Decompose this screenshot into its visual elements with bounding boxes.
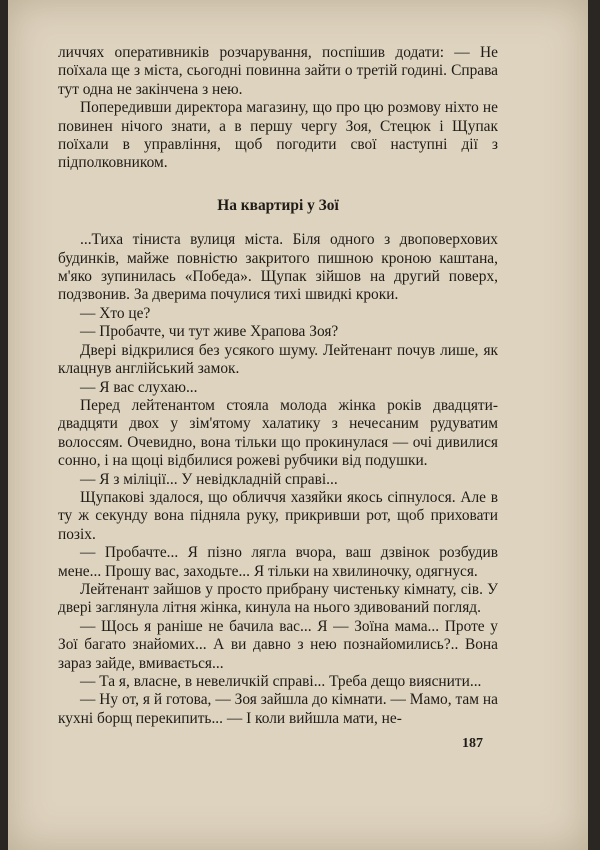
paragraph: Попередивши директора магазину, що про цю розмову ніхто не повинен нічого знати, а в першу чергу Зоя, Стецюк і Щупак поїхали в управління, щоб погодити свої наступні дії з підполковником. (58, 99, 498, 172)
paragraph: личчях оперативників розчарування, поспішив додати: — Не поїхала ще з міста, сьогодні повинна зайти о третій годині. Справа тут одна не закінчена з нею. (58, 44, 498, 98)
paragraph: — Пробачте... Я пізно лягла вчора, ваш дзвінок розбудив мене... Прошу вас, заходьте... Я тільки на хвилиночку, одягнуся. (58, 544, 498, 580)
paragraph: — Я з міліції... У невідкладній справі... (80, 470, 338, 488)
page-number: 187 (462, 736, 483, 751)
paragraph: Двері відкрилися без усякого шуму. Лейтенант почув лише, як клацнув англійський замок. (58, 341, 498, 378)
paragraph: Щупакові здалося, що обличчя хазяйки якось сіпнулося. Але в ту ж секунду вона підняла руку, прикривши рот, щоб приховати позіх. (58, 488, 498, 543)
paragraph: — Хто це? (80, 304, 151, 322)
paragraph: ...Тиха тіниста вулиця міста. Біля одного з двоповерхових будинків, майже повністю закритого пишною кроною каштана, м'яко зупинилась «Победа». Щупак зійшов на другий поверх, подзвонив. За дверима почулися тихі швидкі кроки. (58, 231, 498, 304)
paragraph: — Я вас слухаю... (80, 378, 198, 396)
paragraph: Лейтенант зайшов у просто прибрану чистеньку кімнату, сів. У двері заглянула літня жінка, кинула на нього здивований погляд. (58, 580, 498, 617)
section-heading: На квартирі у Зої (217, 196, 339, 214)
paragraph: — Пробачте, чи тут живе Храпова Зоя? (80, 323, 339, 341)
paragraph: — Щось я раніше не бачила вас... Я — Зоїна мама... Проте у Зої багато знайомих... А ви давно з нею познайомились?.. Вона зараз зайде, вмивається... (58, 617, 498, 672)
paragraph: — Та я, власне, в невеличкій справі... Треба дещо вияснити... (80, 673, 482, 690)
paragraph: Перед лейтенантом стояла молода жінка років двадцяти-двадцяти двох у зім'ятому халатику з нечесаним рудуватим волоссям. Очевидно, вона тільки що прокинулася — очі дивилися сонно, і на щоці відбилися рожеві рубчики від подушки. (58, 396, 498, 470)
book-page (8, 0, 588, 850)
paragraph: — Ну от, я й готова, — Зоя зайшла до кімнати. — Мамо, там на кухні борщ перекипить... — І коли вийшла мати, не- (58, 691, 498, 727)
page-body (58, 44, 498, 728)
